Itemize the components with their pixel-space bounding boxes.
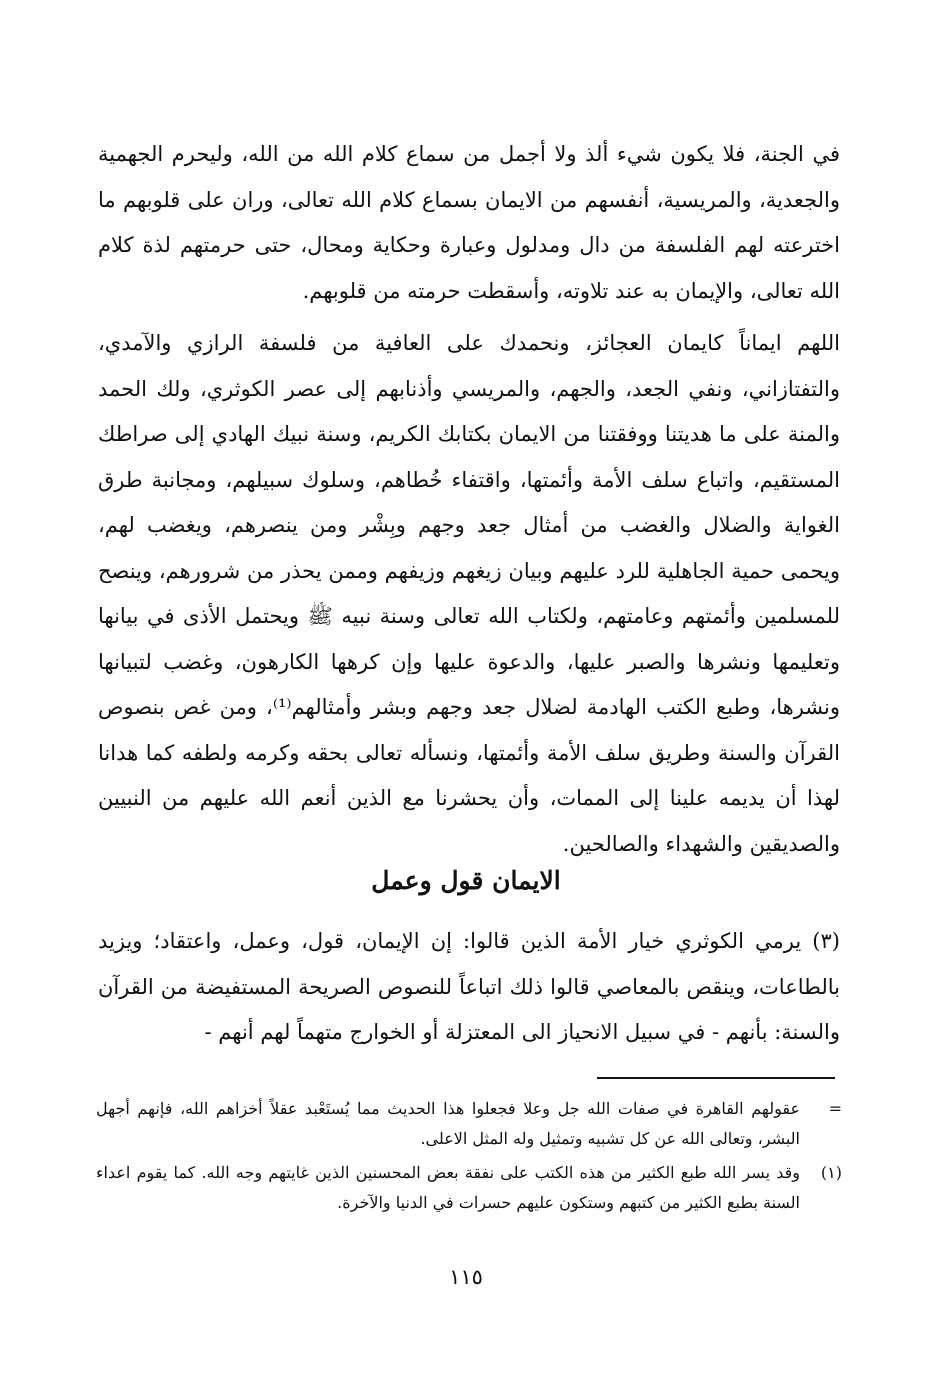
paragraph-3: (٣) يرمي الكوثري خيار الأمة الذين قالوا: إن الإيمان، قول، وعمل، واعتقاد؛ ويزيد بالطاعات، وينقص بالمعاصي قالوا ذلك اتباعاً للنصوص الصريحة المستفيضة من القرآن والسنة: بأنهم - في سبيل الانحياز الى المعتزلة أو الخوارج متهماً لهم أنهم - bbox=[98, 929, 840, 1044]
paragraph-2: اللهم ايماناً كايمان العجائز، ونحمدك على العافية من فلسفة الرازي والآمدي، والتفتازاني، ونفي الجعد، والجهم، والمريسي وأذنابهم إلى عصر الكوثري، ولك الحمد والمنة على ما هديتنا ووفقتنا من الايمان بكتابك الكريم، وسنة نبيك الهادي إلى صراطك المستقيم، واتباع سلف الأمة وأئمتها، واقتفاء خُطاهم، وسلوك سبيلهم، ومجانبة طرق الغواية والضلال والغضب من أمثال جعد وجهم وبِشْر ومن ينصرهم، ويغضب لهم، ويحمى حمية الجاهلية للرد عليهم وبيان زيغهم وزيفهم وممن يحذر من شرورهم، وينصح للمسلمين وأئمتهم وعامتهم، ولكتاب الله تعالى وسنة نبيه ﷺ ويحتمل الأذى في بيانها وتعليمها ونشرها والصبر عليها، والدعوة عليها وإن كرهها الكارهون، وغضب لتبيانها ونشرها، وطبع الكتب الهادمة لضلال جعد وجهم وبشر وأمثالهم⁽¹⁾، ومن غص بنصوص القرآن والسنة وطريق سلف الأمة وأئمتها، ونسأله تعالى بحقه وكرمه ولطفه كما هدانا لهذا أن يديمه علينا إلى الممات، وأن يحشرنا مع الذين أنعم الله عليهم من النبيين والصديقين والشهداء والصالحين. bbox=[98, 331, 840, 856]
page-number: ١١٥ bbox=[449, 1265, 483, 1289]
footnote-1 bbox=[96, 1158, 842, 1218]
footnote-continued bbox=[96, 1094, 842, 1154]
section-heading: الايمان قول وعمل bbox=[371, 866, 561, 895]
paragraph-1: في الجنة، فلا يكون شيء ألذ ولا أجمل من سماع كلام الله من الله، وليحرم الجهمية والجعدية، والمريسية، أنفسهم من الايمان بسماع كلام الله تعالى، وران على قلوبهم ما اخترعته لهم الفلسفة من دال ومدلول وعبارة وحكاية ومحال، حتى حرمتهم لذة كلام الله تعالى، والإيمان به عند تلاوته، وأسقطت حرمته من قلوبهم. bbox=[98, 142, 840, 303]
footnote-mark: (١) bbox=[820, 1163, 842, 1182]
footnotes bbox=[96, 1094, 842, 1222]
footnote-separator bbox=[597, 1077, 835, 1079]
footnote-mark: = bbox=[828, 1099, 842, 1118]
footnote-text: وقد يسر الله طبع الكثير من هذه الكتب على نفقة بعض المحسنين الذين غايتهم وجه الله. كما يقوم اعداء السنة بطبع الكثير من كتبهم وستكون عليهم حسرات في الدنيا والآخرة. bbox=[96, 1163, 801, 1212]
footnote-text: عقولهم القاهرة في صفات الله جل وعلا فجعلوا هذا الحديث مما يُستَعْبد عقلاً أخزاهم الله، فإنهم أجهل البشر، وتعالى الله عن كل تشبيه وتمثيل وله المثل الاعلى. bbox=[96, 1099, 800, 1148]
